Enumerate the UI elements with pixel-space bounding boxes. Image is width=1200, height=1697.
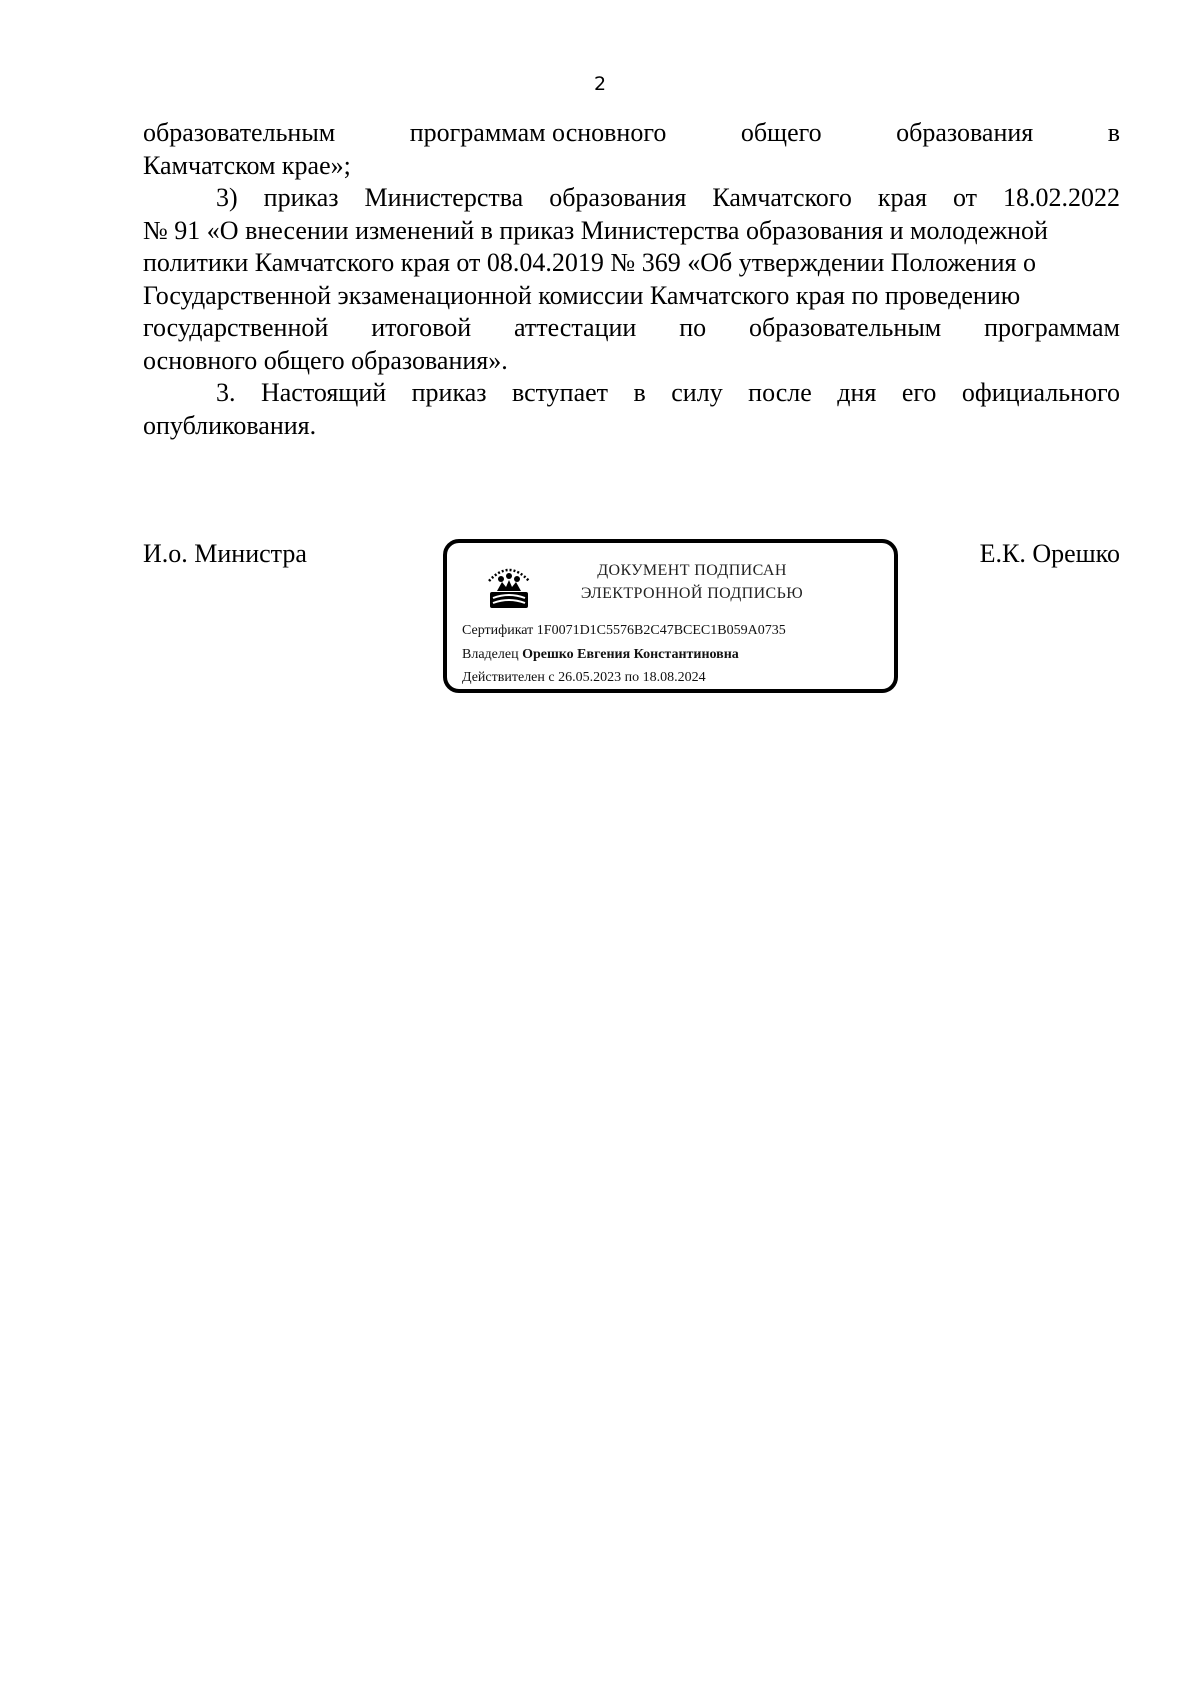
word: по: [679, 313, 707, 342]
word: образования: [549, 183, 687, 212]
word: программам: [984, 313, 1120, 342]
word: края: [877, 183, 927, 212]
word: после: [748, 378, 812, 407]
word: Министерства: [364, 183, 524, 212]
electronic-signature-stamp: [443, 539, 898, 693]
word: государственной: [143, 313, 329, 342]
valid-label: Действителен с: [462, 670, 555, 685]
word: от: [952, 183, 977, 212]
word: образовательным: [748, 313, 942, 342]
paragraph-2-line-2: № 91 «О внесении изменений в приказ Министерства образования и молодежной: [143, 215, 1048, 245]
certificate-label: Сертификат: [462, 623, 534, 638]
paragraph-2-line-5: [143, 312, 1120, 345]
signatory-position: И.о. Министра: [143, 539, 307, 568]
paragraph-1-line-1: [143, 117, 1120, 150]
certificate-value: 1F0071D1C5576B2C47BCEC1B059A0735: [536, 623, 786, 638]
word: образования: [896, 118, 1034, 147]
word: официального: [961, 378, 1120, 407]
word: силу: [671, 378, 723, 407]
kamchatka-emblem-icon: [483, 561, 535, 613]
signatory-name: Е.К. Орешко: [979, 539, 1120, 568]
word: в: [1107, 118, 1120, 147]
word: итоговой: [371, 313, 472, 342]
stamp-title-line-1: ДОКУМЕНТ ПОДПИСАН: [597, 562, 787, 579]
word: Камчатского: [712, 183, 852, 212]
word: в: [633, 378, 646, 407]
word: 3): [216, 183, 238, 212]
stamp-owner-row: [462, 647, 739, 663]
stamp-validity-row: [462, 670, 706, 686]
valid-from: 26.05.2023: [558, 670, 622, 685]
paragraph-2-line-6: основного общего образования».: [143, 345, 508, 375]
stamp-title-line-2: ЭЛЕКТРОННОЙ ПОДПИСЬЮ: [580, 585, 804, 602]
valid-to-label: по: [624, 670, 640, 685]
paragraph-1-line-2: Камчатском крае»;: [143, 150, 351, 180]
paragraph-3-line-2: опубликования.: [143, 410, 317, 440]
page-number: 2: [593, 73, 607, 95]
word: Настоящий: [260, 378, 387, 407]
word: общего: [740, 118, 822, 147]
valid-to: 18.08.2024: [642, 670, 706, 685]
word: аттестации: [514, 313, 637, 342]
word: вступает: [512, 378, 609, 407]
word: его: [901, 378, 937, 407]
word: образовательным: [143, 118, 336, 147]
paragraph-2-line-3: политики Камчатского края от 08.04.2019 № 369 «Об утверждении Положения о: [143, 248, 1036, 277]
word: приказ: [411, 378, 487, 407]
owner-value: Орешко Евгения Константиновна: [522, 647, 739, 662]
word: 3.: [216, 378, 236, 407]
paragraph-2-line-1: [143, 182, 1120, 215]
word: 18.02.2022: [1002, 183, 1120, 212]
paragraph-3-line-1: [143, 377, 1120, 410]
stamp-certificate-row: [462, 623, 786, 639]
owner-label: Владелец: [462, 647, 519, 662]
paragraph-2-line-4: Государственной экзаменационной комиссии Камчатского края по проведению: [143, 280, 1021, 310]
word: дня: [837, 378, 877, 407]
word: приказ: [263, 183, 339, 212]
document-body: [143, 117, 1120, 442]
word: программам основного: [409, 118, 667, 147]
